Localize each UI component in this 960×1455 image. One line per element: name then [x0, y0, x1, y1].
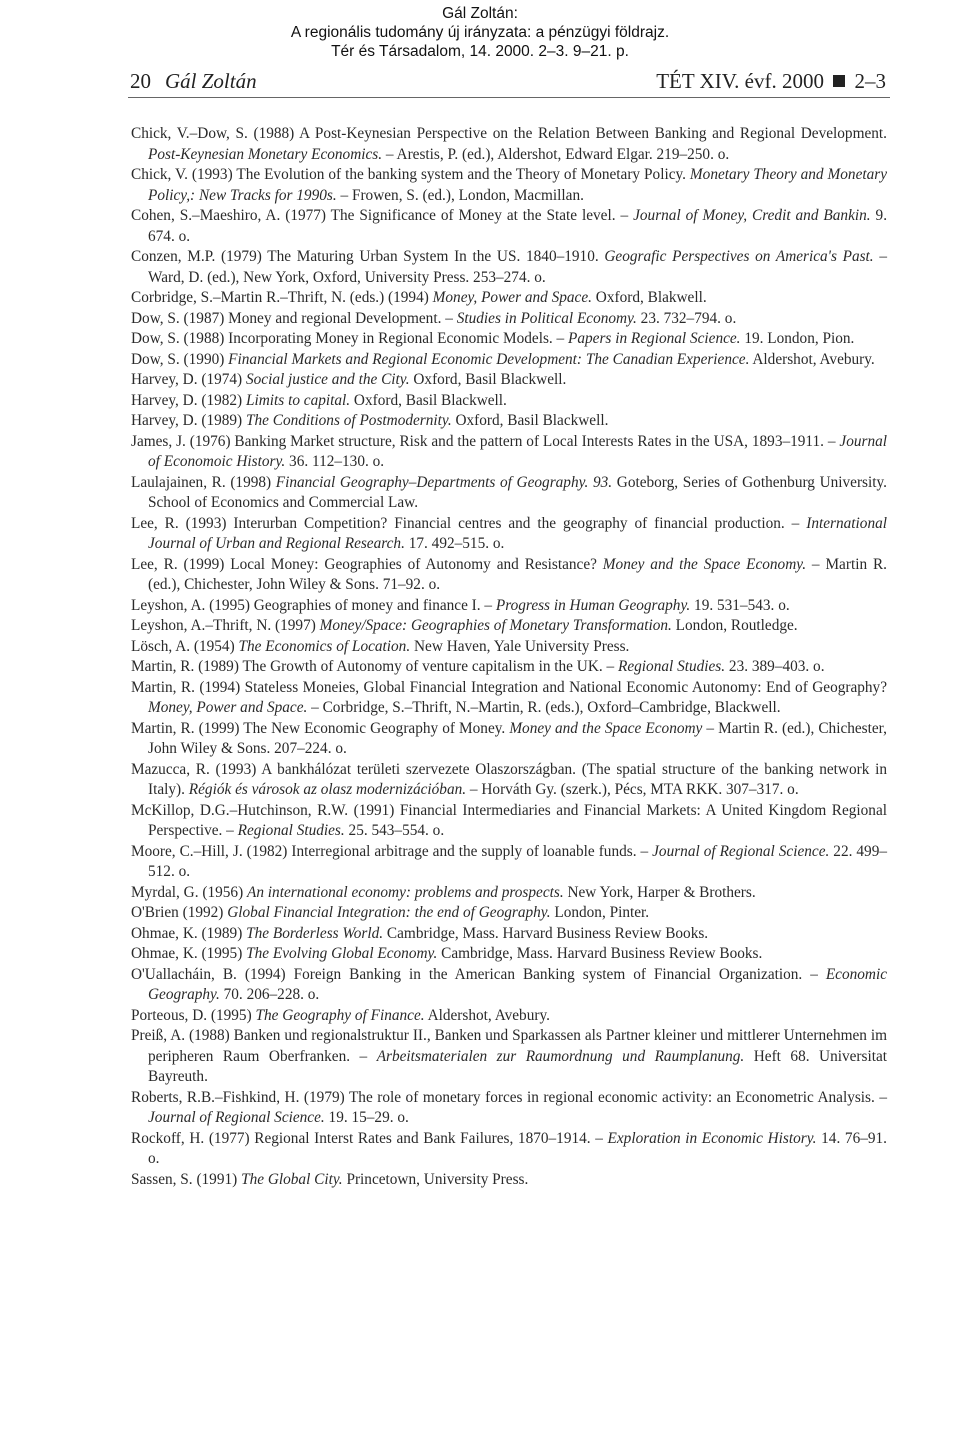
reference-text: New York, Harper & Brothers.	[563, 883, 756, 901]
banner-source: Tér és Társadalom, 14. 2000. 2–3. 9–21. p.	[331, 43, 629, 60]
reference-text: Goteborg, Series of Gothenburg University. School of Economics and Commercial Law.	[148, 473, 887, 511]
reference-title: Arbeitsmaterialen zur Raumordnung und Raumplanung.	[376, 1047, 745, 1065]
reference-entry	[131, 309, 887, 330]
reference-entry	[131, 678, 887, 719]
reference-text: Ohmae, K. (1989)	[131, 924, 247, 942]
reference-title: Post-Keynesian Monetary Economics.	[148, 145, 383, 163]
reference-entry	[131, 1006, 887, 1027]
reference-text: Dow, S. (1987) Money and regional Development. –	[131, 309, 457, 327]
reference-text: Martin, R. (1994) Stateless Moneies, Global Financial Integration and National Economic Autonomy: End of Geography?	[131, 678, 887, 696]
reference-title: Financial Markets and Regional Economic Development: The Canadian Experience.	[228, 350, 750, 368]
reference-entry	[131, 165, 887, 206]
reference-title: The Geography of Finance.	[255, 1006, 425, 1024]
reference-title: Journal of Regional Science.	[652, 842, 830, 860]
reference-text: 25. 543–554. o.	[344, 822, 445, 839]
reference-title: The Evolving Global Economy.	[246, 945, 438, 962]
reference-text: 19. 15–29. o.	[324, 1109, 409, 1126]
reference-title: The Economics of Location.	[238, 637, 411, 655]
reference-text: 9. 674. o.	[148, 207, 888, 245]
reference-text: Dow, S. (1990)	[131, 350, 229, 368]
reference-title: Papers in Regional Science.	[568, 330, 741, 347]
reference-text: Martin, R. (1989) The Growth of Autonomy of venture capitalism in the UK. –	[131, 658, 619, 675]
reference-title: Regional Studies.	[237, 822, 345, 839]
reference-text: Harvey, D. (1989)	[131, 412, 246, 429]
reference-text: Sassen, S. (1991)	[131, 1170, 242, 1188]
reference-entry	[131, 329, 887, 350]
reference-title: Money and the Space Economy.	[602, 555, 807, 573]
reference-title: Journal of Money, Credit and Bankin.	[633, 207, 871, 224]
reference-text: Leyshon, A.–Thrift, N. (1997)	[131, 617, 320, 634]
reference-text: Oxford, Basil Blackwell.	[350, 391, 507, 409]
reference-text: Rockoff, H. (1977) Regional Interst Rates and Bank Failures, 1870–1914. –	[131, 1129, 608, 1147]
reference-text: Moore, C.–Hill, J. (1982) Interregional arbitrage and the supply of loanable funds. –	[131, 842, 653, 860]
reference-text: O'Brien (1992)	[131, 904, 228, 921]
reference-text: Porteous, D. (1995)	[131, 1006, 256, 1024]
reference-text: Ohmae, K. (1995)	[131, 945, 247, 962]
reference-title: International Journal of Urban and Regional Research.	[148, 514, 887, 552]
banner-article-title: A regionális tudomány új irányzata: a pénzügyi földrajz.	[290, 24, 670, 41]
reference-entry	[131, 555, 887, 596]
reference-text: 23. 389–403. o.	[725, 658, 825, 675]
reference-text: 70. 206–228. o.	[219, 986, 320, 1003]
reference-text: – Martin R. (ed.), Chichester, John Wiley & Sons. 71–92. o.	[148, 555, 888, 593]
reference-text: London, Routledge.	[671, 617, 798, 634]
running-header-author: Gál Zoltán	[165, 69, 257, 93]
reference-text: 36. 112–130. o.	[285, 453, 385, 470]
reference-text: – Corbridge, S.–Thrift, N.–Martin, R. (eds.), Oxford–Cambridge, Blackwell.	[307, 699, 781, 716]
reference-title: Money, Power and Space.	[432, 289, 592, 306]
reference-text: – Martin R. (ed.), Chichester, John Wiley & Sons. 207–224. o.	[148, 719, 887, 757]
reference-entry	[131, 370, 887, 391]
reference-title: Regional Studies.	[618, 658, 726, 675]
reference-entry	[131, 514, 887, 555]
reference-title: Journal of Regional Science.	[148, 1109, 325, 1126]
reference-entry	[131, 206, 887, 247]
reference-text: – Arestis, P. (ed.), Aldershot, Edward Elgar. 219–250. o.	[382, 145, 730, 163]
reference-text: Leyshon, A. (1995) Geographies of money and finance I. –	[131, 596, 496, 614]
reference-text: McKillop, D.G.–Hutchinson, R.W. (1991) Financial Intermediaries and Financial Markets: A United Kingdom Regional Perspective. –	[131, 801, 887, 839]
reference-title: Journal of Economoic History.	[148, 432, 887, 470]
reference-entry	[131, 247, 887, 288]
reference-text: London, Pinter.	[550, 904, 650, 921]
reference-title: Progress in Human Geography.	[495, 596, 691, 614]
reference-text: O'Uallacháin, B. (1994) Foreign Banking in the American Banking system of Financial Organization. –	[131, 965, 826, 983]
reference-text: 14. 76–91. o.	[148, 1129, 887, 1167]
reference-title: Limits to capital.	[245, 391, 351, 409]
reference-entry	[131, 657, 887, 678]
reference-text: Aldershot, Avebury.	[749, 350, 875, 368]
reference-title: Monetary Theory and Monetary Policy,: New Tracks for 1990s.	[148, 166, 888, 204]
reference-title: Money and the Space Economy	[509, 719, 703, 737]
reference-text: New Haven, Yale University Press.	[410, 637, 630, 655]
reference-text: Corbridge, S.–Martin R.–Thrift, N. (eds.) (1994)	[131, 289, 433, 306]
citation-banner	[0, 4, 960, 61]
reference-entry	[131, 924, 887, 945]
reference-text: Conzen, M.P. (1979) The Maturing Urban System In the US. 1840–1910.	[131, 248, 605, 265]
reference-text: Martin, R. (1999) The New Economic Geography of Money.	[131, 719, 510, 737]
reference-text: 19. 531–543. o.	[690, 596, 790, 614]
banner-author: Gál Zoltán:	[442, 5, 518, 22]
reference-title: Money, Power and Space.	[148, 699, 308, 716]
reference-text: Preiß, A. (1988) Banken und regionalstruktur II., Banken und Sparkassen als Partner kleiner und mittlerer Unternehmen im peripheren Raum Oberfranken. –	[131, 1027, 887, 1065]
reference-text: Cambridge, Mass. Harvard Business Review Books.	[437, 945, 763, 962]
reference-entry	[131, 760, 887, 801]
running-header	[130, 66, 886, 96]
square-bullet-icon	[833, 75, 845, 87]
reference-entry	[131, 801, 887, 842]
reference-title: Geografic Perspectives on America's Past.	[604, 248, 874, 265]
reference-text: Roberts, R.B.–Fishkind, H. (1979) The role of monetary forces in regional economic activity: an Econometric Analysis. –	[131, 1088, 887, 1106]
reference-text: Lösch, A. (1954)	[131, 637, 239, 655]
reference-entry	[131, 883, 887, 904]
reference-text: – Frowen, S. (ed.), London, Macmillan.	[336, 186, 584, 204]
reference-entry	[131, 350, 887, 371]
reference-text: Oxford, Blakwell.	[591, 289, 707, 306]
reference-text: Laulajainen, R. (1998)	[131, 473, 276, 491]
journal-issue: 2–3	[854, 69, 886, 93]
reference-text: Cohen, S.–Maeshiro, A. (1977) The Significance of Money at the State level. –	[131, 207, 634, 224]
reference-text: Lee, R. (1999) Local Money: Geographies of Autonomy and Resistance?	[131, 555, 603, 573]
reference-entry	[131, 411, 887, 432]
reference-text: Myrdal, G. (1956)	[131, 883, 247, 901]
reference-text: 22. 499–512. o.	[148, 842, 887, 880]
reference-entry	[131, 842, 887, 883]
reference-entry	[131, 1088, 887, 1129]
reference-text: Aldershot, Avebury.	[424, 1006, 550, 1024]
reference-title: Régiók és városok az olasz modernizációban.	[188, 781, 467, 798]
reference-text: 19. London, Pion.	[740, 330, 855, 347]
reference-text: Harvey, D. (1974)	[131, 371, 246, 388]
reference-entry	[131, 944, 887, 965]
reference-text: Heft 68. Universitat Bayreuth.	[148, 1047, 888, 1085]
reference-entry	[131, 288, 887, 309]
reference-entry	[131, 473, 887, 514]
reference-title: The Borderless World.	[246, 924, 384, 942]
reference-text: Oxford, Basil Blackwell.	[451, 412, 609, 429]
reference-entry	[131, 903, 887, 924]
reference-text: Princetown, University Press.	[342, 1170, 529, 1188]
reference-text: Lee, R. (1993) Interurban Competition? Financial centres and the geography of financial production. –	[131, 514, 807, 532]
reference-text: Chick, V. (1993) The Evolution of the banking system and the Theory of Monetary Policy.	[131, 166, 690, 183]
reference-entry	[131, 432, 887, 473]
reference-text: Cambridge, Mass. Harvard Business Review Books.	[383, 924, 709, 942]
reference-text: James, J. (1976) Banking Market structure, Risk and the pattern of Local Interests Rates in the USA, 1893–1911. –	[131, 432, 840, 450]
reference-entry	[131, 1170, 887, 1191]
reference-text: – Ward, D. (ed.), New York, Oxford, University Press. 253–274. o.	[148, 248, 887, 286]
reference-text: Harvey, D. (1982)	[131, 391, 246, 409]
reference-list	[131, 124, 887, 1190]
running-header-right	[656, 66, 886, 96]
reference-title: Global Financial Integration: the end of Geography.	[227, 904, 551, 921]
reference-entry	[131, 124, 887, 165]
reference-text: Chick, V.–Dow, S. (1988) A Post-Keynesian Perspective on the Relation Between Banking and Regional Development.	[131, 125, 887, 142]
reference-title: Money/Space: Geographies of Monetary Transformation.	[319, 617, 672, 634]
reference-entry	[131, 1026, 887, 1088]
journal-volume: TÉT XIV. évf. 2000	[656, 69, 824, 93]
reference-title: An international economy: problems and prospects.	[246, 883, 564, 901]
reference-entry	[131, 965, 887, 1006]
running-header-left	[130, 66, 257, 96]
reference-title: Exploration in Economic History.	[607, 1129, 817, 1147]
reference-title: Financial Geography–Departments of Geography. 93.	[275, 473, 613, 491]
reference-title: The Global City.	[241, 1170, 343, 1188]
page-number: 20	[130, 69, 151, 93]
reference-entry	[131, 391, 887, 412]
reference-title: Studies in Political Economy.	[456, 309, 637, 327]
reference-entry	[131, 1129, 887, 1170]
reference-text: 23. 732–794. o.	[636, 309, 737, 327]
reference-entry	[131, 719, 887, 760]
reference-text: – Horváth Gy. (szerk.), Pécs, MTA RKK. 307–317. o.	[466, 781, 799, 798]
reference-title: Economic Geography.	[148, 965, 887, 1003]
reference-text: Mazucca, R. (1993) A bankhálózat területi szervezete Olaszországban. (The spatial structure of the banking network in Italy).	[131, 760, 887, 798]
reference-text: 17. 492–515. o.	[404, 535, 505, 552]
reference-text: Oxford, Basil Blackwell.	[409, 371, 567, 388]
reference-text: Dow, S. (1988) Incorporating Money in Regional Economic Models. –	[131, 330, 569, 347]
reference-entry	[131, 596, 887, 617]
reference-title: Social justice and the City.	[245, 371, 410, 388]
reference-entry	[131, 616, 887, 637]
reference-title: The Conditions of Postmodernity.	[245, 412, 452, 429]
header-rule	[128, 97, 890, 98]
reference-entry	[131, 637, 887, 658]
